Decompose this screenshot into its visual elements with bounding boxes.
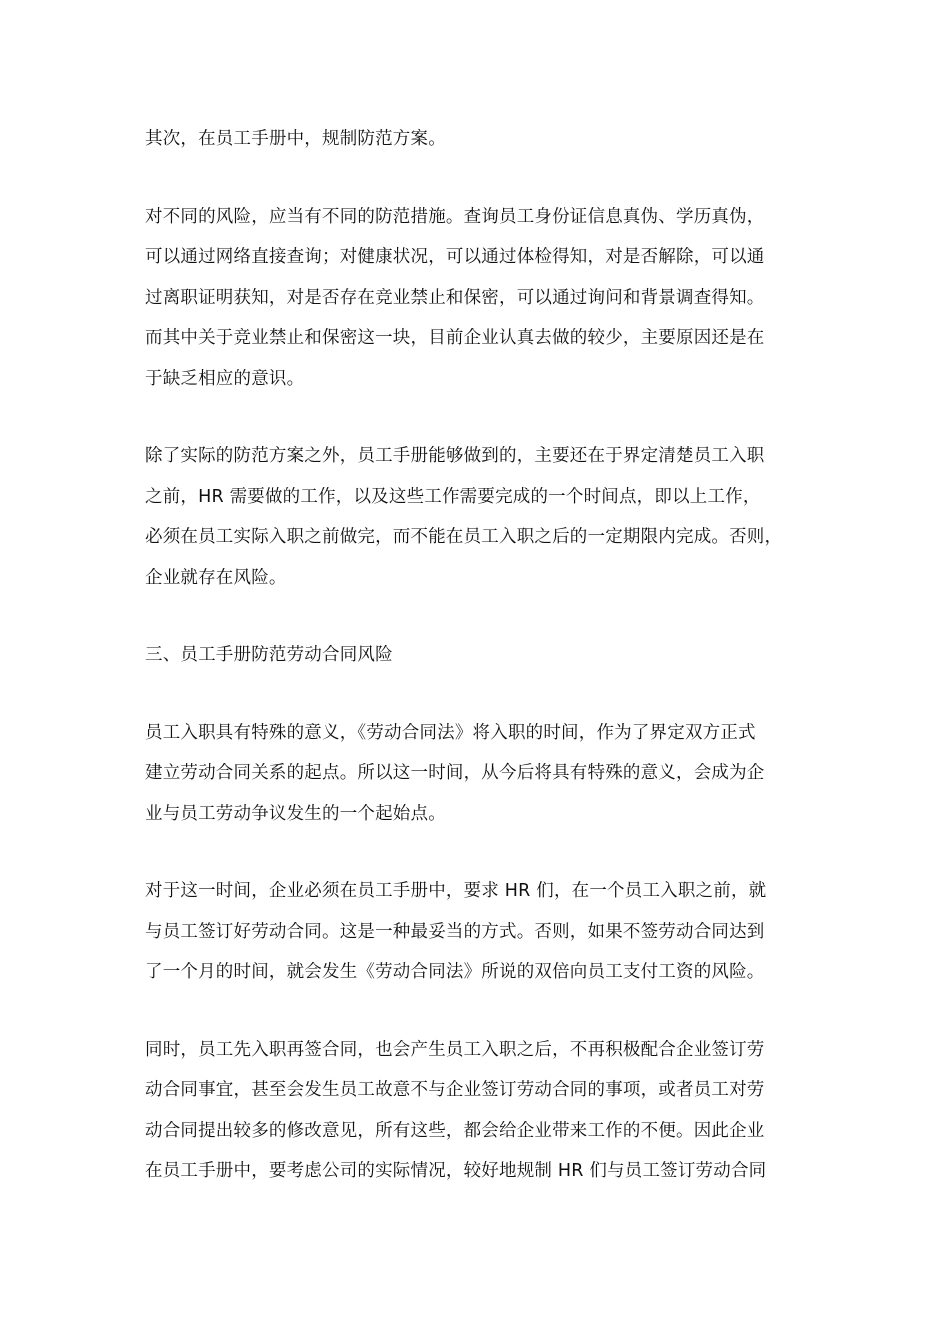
text-line: 与员工签订好劳动合同。这是一种最妥当的方式。否则，如果不签劳动合同达到 — [145, 921, 765, 942]
paragraph-hr-timing — [145, 436, 809, 598]
paragraph-gap — [145, 399, 809, 436]
text-line: 过离职证明获知，对是否存在竞业禁止和保密，可以通过询问和背景调查得知。 — [145, 287, 765, 308]
text-line: 除了实际的防范方案之外，员工手册能够做到的，主要还在于界定清楚员工入职 — [145, 446, 765, 466]
text-line: 动合同事宜，甚至会发生员工故意不与企业签订劳动合同的事项，或者员工对劳 — [145, 1080, 765, 1100]
text-line: 业与员工劳动争议发生的一个起始点。 — [145, 803, 446, 824]
paragraph-late-signing-issues — [145, 1030, 809, 1192]
text-line: 同时，员工先入职再签合同，也会产生员工入职之后，不再积极配合企业签订劳 — [145, 1039, 765, 1060]
text-line: 员工入职具有特殊的意义，《劳动合同法》将入职的时间，作为了界定双方正式 — [145, 722, 756, 743]
text-line: 必须在员工实际入职之前做完，而不能在员工入职之后的一定期限内完成。否则， — [145, 527, 783, 547]
text-line: 对不同的风险，应当有不同的防范措施。查询员工身份证信息真伪、学历真伪， — [145, 206, 765, 227]
paragraph-sign-before-onboarding — [145, 871, 809, 993]
text-line: 于缺乏相应的意识。 — [145, 368, 305, 389]
text-line: 可以通过网络直接查询；对健康状况，可以通过体检得知，对是否解除，可以通 — [145, 247, 765, 267]
text-line: 了一个月的时间，就会发生《劳动合同法》所说的双倍向员工支付工资的风险。 — [145, 962, 765, 982]
paragraph-gap — [145, 598, 809, 635]
text-line: 而其中关于竞业禁止和保密这一块，目前企业认真去做的较少，主要原因还是在 — [145, 328, 765, 348]
text-line: 之前，HR 需要做的工作，以及这些工作需要完成的一个时间点，即以上工作， — [145, 486, 761, 507]
paragraph-risk-measures — [145, 197, 809, 400]
paragraph-gap — [145, 160, 809, 197]
paragraph-prevention-plan — [145, 119, 809, 160]
text-line: 在员工手册中，要考虑公司的实际情况，较好地规制 HR 们与员工签订劳动合同 — [145, 1161, 767, 1181]
section-heading — [145, 635, 809, 676]
paragraph-gap — [145, 993, 809, 1030]
text-line: 其次，在员工手册中，规制防范方案。 — [145, 129, 446, 149]
text-line: 建立劳动合同关系的起点。所以这一时间，从今后将具有特殊的意义，会成为企 — [145, 763, 765, 783]
document-body — [145, 119, 809, 1192]
heading-text: 三、员工手册防范劳动合同风险 — [145, 645, 393, 665]
text-line: 对于这一时间，企业必须在员工手册中，要求 HR 们，在一个员工入职之前，就 — [145, 881, 767, 901]
paragraph-gap — [145, 676, 809, 713]
text-line: 动合同提出较多的修改意见，所有这些，都会给企业带来工作的不便。因此企业 — [145, 1120, 765, 1141]
paragraph-gap — [145, 834, 809, 871]
paragraph-onboarding-significance — [145, 713, 809, 835]
text-line: 企业就存在风险。 — [145, 567, 287, 588]
